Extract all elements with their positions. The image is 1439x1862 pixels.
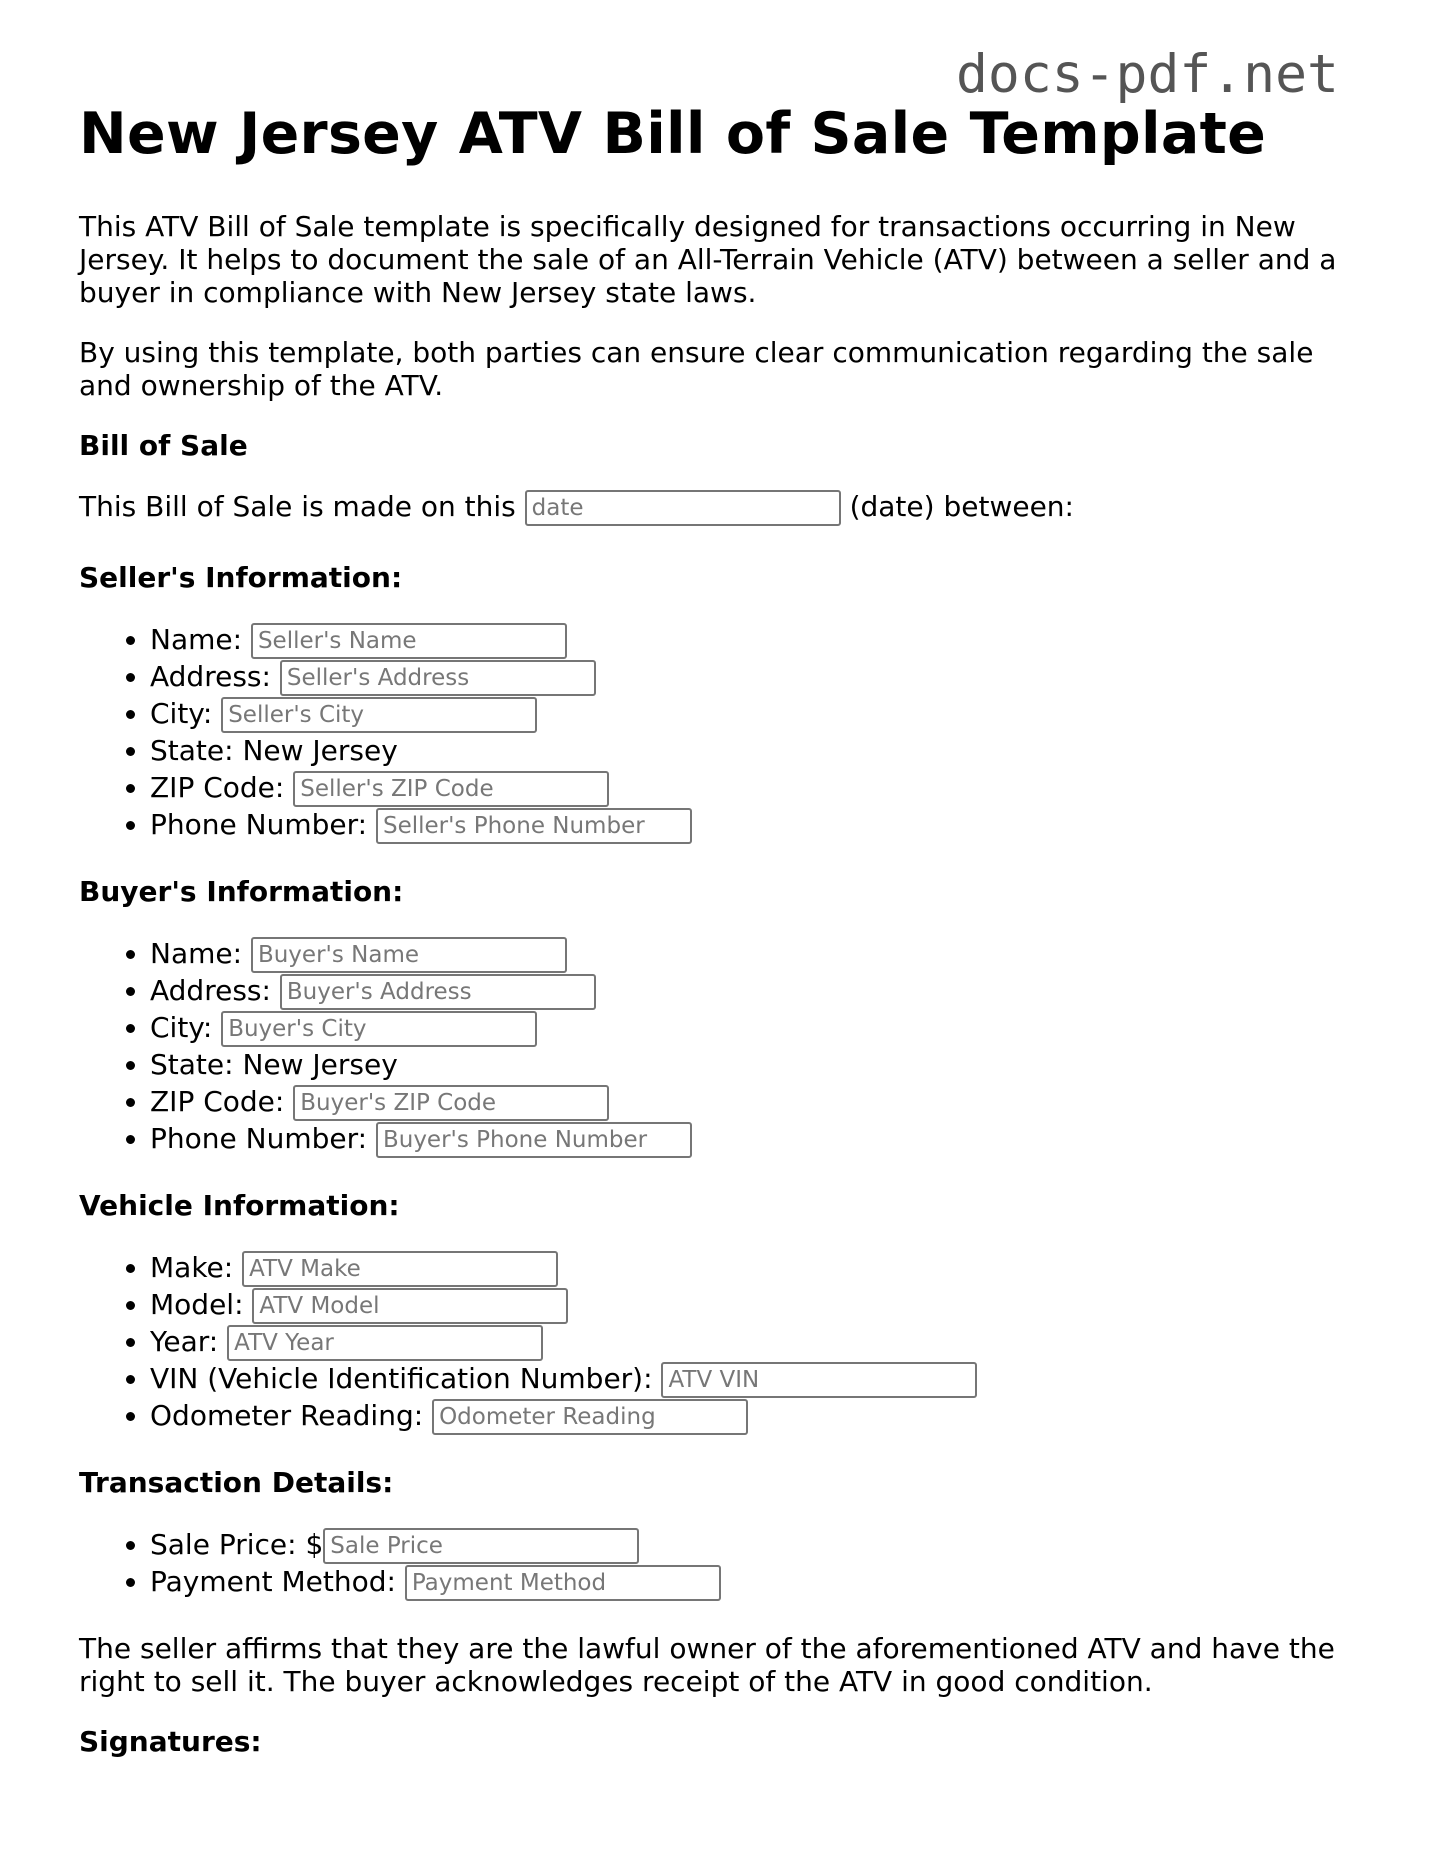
payment-method-label: Payment Method: bbox=[150, 1565, 396, 1598]
buyer-state-text: State: New Jersey bbox=[150, 1048, 398, 1081]
list-item bbox=[150, 1397, 1359, 1434]
list-item bbox=[150, 972, 1359, 1009]
list-item bbox=[150, 658, 1359, 695]
seller-zip-input[interactable] bbox=[293, 771, 609, 807]
payment-method-input[interactable] bbox=[405, 1565, 721, 1601]
list-item bbox=[150, 1083, 1359, 1120]
document bbox=[79, 100, 1359, 1785]
seller-zip-label: ZIP Code: bbox=[150, 771, 285, 804]
vehicle-model-input[interactable] bbox=[252, 1288, 568, 1324]
vehicle-make-input[interactable] bbox=[242, 1251, 558, 1287]
signatures-heading: Signatures: bbox=[79, 1725, 262, 1758]
list-item bbox=[150, 1009, 1359, 1046]
vehicle-vin-input[interactable] bbox=[661, 1362, 977, 1398]
buyer-phone-label: Phone Number: bbox=[150, 1122, 368, 1155]
date-line-prefix: This Bill of Sale is made on this bbox=[79, 490, 516, 523]
list-item bbox=[150, 1526, 1359, 1563]
affirmation-paragraph: The seller affirms that they are the lawful owner of the aforementioned ATV and have the right to sell it. The buyer acknowledges receipt of the ATV in good condition. bbox=[79, 1632, 1335, 1698]
buyer-heading: Buyer's Information: bbox=[79, 875, 404, 908]
vehicle-odometer-label: Odometer Reading: bbox=[150, 1399, 424, 1432]
transaction-list bbox=[79, 1526, 1359, 1600]
site-watermark: docs-pdf.net bbox=[956, 44, 1339, 105]
page-title: New Jersey ATV Bill of Sale Template bbox=[79, 101, 1267, 167]
list-item bbox=[150, 1360, 1359, 1397]
seller-address-label: Address: bbox=[150, 660, 271, 693]
seller-city-label: City: bbox=[150, 697, 213, 730]
buyer-name-label: Name: bbox=[150, 937, 243, 970]
seller-phone-input[interactable] bbox=[376, 808, 692, 844]
date-line-suffix: (date) between: bbox=[849, 490, 1074, 523]
buyer-name-input[interactable] bbox=[251, 937, 567, 973]
sale-price-label: Sale Price: $ bbox=[150, 1528, 324, 1561]
list-item bbox=[150, 935, 1359, 972]
seller-address-input[interactable] bbox=[280, 660, 596, 696]
list-item bbox=[150, 732, 1359, 769]
buyer-city-input[interactable] bbox=[221, 1011, 537, 1047]
list-item bbox=[150, 806, 1359, 843]
sale-price-input[interactable] bbox=[323, 1528, 639, 1564]
list-item bbox=[150, 1249, 1359, 1286]
date-input[interactable] bbox=[525, 490, 841, 526]
buyer-phone-input[interactable] bbox=[376, 1122, 692, 1158]
seller-name-label: Name: bbox=[150, 623, 243, 656]
list-item bbox=[150, 1286, 1359, 1323]
list-item bbox=[150, 695, 1359, 732]
buyer-address-input[interactable] bbox=[280, 974, 596, 1010]
buyer-city-label: City: bbox=[150, 1011, 213, 1044]
seller-list bbox=[79, 621, 1359, 843]
list-item bbox=[150, 1046, 1359, 1083]
vehicle-list bbox=[79, 1249, 1359, 1434]
list-item bbox=[150, 1120, 1359, 1157]
seller-state-text: State: New Jersey bbox=[150, 734, 398, 767]
seller-heading: Seller's Information: bbox=[79, 561, 403, 594]
seller-city-input[interactable] bbox=[221, 697, 537, 733]
vehicle-model-label: Model: bbox=[150, 1288, 244, 1321]
seller-phone-label: Phone Number: bbox=[150, 808, 368, 841]
intro-paragraph-1: This ATV Bill of Sale template is specifically designed for transactions occurring in New Jersey. It helps to document the sale of an All-Terrain Vehicle (ATV) between a seller and a buyer in compliance with New Jersey state laws. bbox=[79, 210, 1337, 309]
buyer-address-label: Address: bbox=[150, 974, 271, 1007]
list-item bbox=[150, 769, 1359, 806]
seller-name-input[interactable] bbox=[251, 623, 567, 659]
vehicle-year-input[interactable] bbox=[227, 1325, 543, 1361]
bill-of-sale-heading: Bill of Sale bbox=[79, 429, 248, 462]
vehicle-heading: Vehicle Information: bbox=[79, 1189, 400, 1222]
list-item bbox=[150, 1323, 1359, 1360]
list-item bbox=[150, 1563, 1359, 1600]
buyer-list bbox=[79, 935, 1359, 1157]
list-item bbox=[150, 621, 1359, 658]
transaction-heading: Transaction Details: bbox=[79, 1466, 394, 1499]
intro-paragraph-2: By using this template, both parties can ensure clear communication regarding the sale and ownership of the ATV. bbox=[79, 336, 1314, 402]
buyer-zip-input[interactable] bbox=[293, 1085, 609, 1121]
buyer-zip-label: ZIP Code: bbox=[150, 1085, 285, 1118]
vehicle-make-label: Make: bbox=[150, 1251, 234, 1284]
vehicle-odometer-input[interactable] bbox=[432, 1399, 748, 1435]
vehicle-year-label: Year: bbox=[150, 1325, 219, 1358]
date-line bbox=[79, 489, 1359, 526]
vehicle-vin-label: VIN (Vehicle Identification Number): bbox=[150, 1362, 653, 1395]
